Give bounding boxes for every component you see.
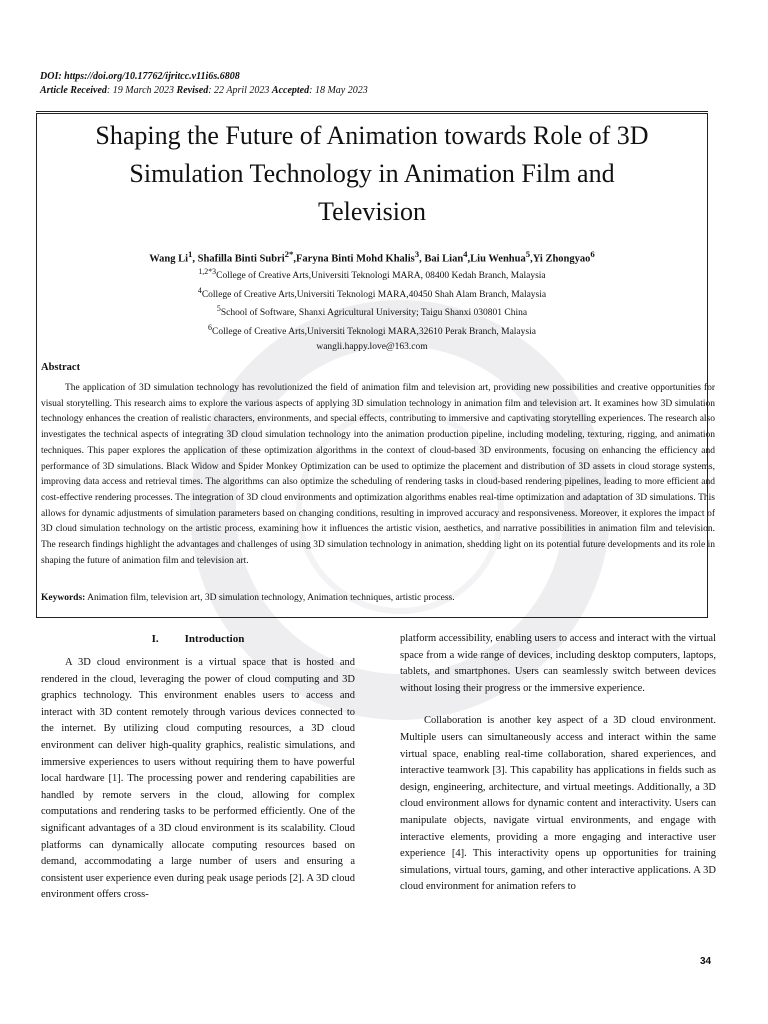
section-title: Introduction (184, 633, 245, 645)
paragraph: A 3D cloud environment is a virtual space that is hosted and rendered in the cloud, leveraging the power of cloud computing and 3D graphics technology. This environment enables users to access and interact with 3D content remotely through various devices connected to the internet. By utilizing cloud computing resources, a 3D cloud environment can deliver high-quality graphics, realistic simulations, and immersive experiences to users without requiring them to have powerful local hardware [1]. The processing power and rendering capabilities are handled by remote servers in the cloud, allowing for complex computations and rendering tasks to be performed efficiently. One of the significant advantages of a 3D cloud environment is its scalability. Cloud platforms can dynamically allocate computing resources based on demand, accommodating a large number of users and ensuring a consistent user experience even during peak usage periods [2]. A 3D cloud environment offers cross- (41, 657, 355, 901)
author-name: Shafilla Binti Subri (197, 253, 285, 265)
keywords-text: Animation film, television art, 3D simulation technology, Animation techniques, artistic process. (85, 593, 455, 603)
section-heading (41, 633, 355, 645)
affiliations (40, 265, 704, 354)
author-name: Wang Li (149, 253, 189, 265)
abstract-heading: Abstract (41, 362, 81, 373)
section-number: I. (151, 633, 159, 645)
author-name: Liu Wenhua (470, 253, 526, 265)
header-rule (36, 111, 708, 112)
paper-title: Shaping the Future of Animation towards Role of 3D Simulation Technology in Animation Film and Television (95, 121, 649, 226)
keywords (41, 593, 715, 603)
abstract-body: The application of 3D simulation technology has revolutionized the field of animation film and television art, providing new possibilities and creative opportunities for visual storytelling. This research aims to explore the various aspects of applying 3D simulation technology in animation film and television art. It examines how 3D simulation technology enhances the creation of realistic characters, environments, and special effects, contributing to immersive and captivating storytelling experiences. The research also investigates the technical aspects of integrating 3D cloud simulation technology into the animation production pipeline, including modeling, texturing, rigging, and animation techniques. This paper explores the application of these optimization algorithms in the context of cloud-based 3D environments, focusing on enhancing the efficiency and performance of 3D simulations. Black Widow and Spider Monkey Optimization can be used to optimize the placement and distribution of 3D assets in cloud storage systems, improving data access and retrieval times. The algorithms can also optimize the scheduling of rendering tasks in cloud-based rendering pipelines, leading to more efficient and cost-effective rendering processes. The integration of 3D cloud environments and optimization algorithms enables real-time optimization and adaptation of 3D simulations. This allows for dynamic adjustments of simulation parameters based on changing conditions, resulting in improved accuracy and responsiveness. Moreover, it explores the impact of 3D cloud simulation technology on the artistic process, examining how it influences the artistic vision, aesthetics, and narrative possibilities in animation film and television. The research findings highlight the advantages and challenges of using 3D simulation technology in animation, shedding light on its potential future developments and its role in shaping the future of animation film and television art. (41, 383, 715, 566)
author-list: Wang Li$^1$, Shafilla Binti Subri$^{2*}$,Faryna Binti Mohd Khalis$^3$, Bai Lian$^4$,Liu Wenhua$^5$,Yi Zhongyao$^6$ (149, 249, 595, 265)
article-meta (40, 70, 368, 98)
right-column (400, 631, 716, 896)
author-name: Faryna Binti Mohd Khalis (296, 253, 415, 265)
author-name: Yi Zhongyao (532, 253, 591, 265)
keywords-label: Keywords: (41, 593, 86, 603)
author-name: Bai Lian (424, 253, 464, 265)
affiliation-line: $^{1,2*3}$College of Creative Arts,Universiti Teknologi MARA, 08400 Kedah Branch, Malaysia (198, 267, 546, 282)
paragraph: Collaboration is another key aspect of a 3D cloud environment. Multiple users can simultaneously access and interact within the same virtual space, enabling real-time collaboration, shared experiences, and interactive teamwork [3]. This capability has applications in fields such as design, engineering, architecture, and virtual meetings. Additionally, a 3D cloud environment allows for dynamic content and interactivity. Users can manipulate objects, navigate virtual environments, and engage with interactive elements, providing a more engaging and interactive user experience [4]. This interactivity opens up opportunities for training simulations, virtual tours, gaming, and other interactive applications. A 3D cloud environment for animation refers to (400, 715, 716, 893)
affiliation-line: $^6$College of Creative Arts,Universiti Teknologi MARA,32610 Perak Branch, Malaysia (208, 322, 536, 338)
paragraph: platform accessibility, enabling users to access and interact with the virtual space from a wide range of devices, including desktop computers, laptops, tablets, and smartphones. Users can seamlessly switch between devices without losing their progress or the immersive experience. (400, 633, 716, 694)
left-column (41, 655, 355, 904)
email-address: wangli.happy.love@163.com (316, 341, 428, 352)
doi-line: DOI: https://doi.org/10.17762/ijritcc.v11i6s.6808 (40, 71, 240, 82)
page-number: 34 (700, 956, 712, 967)
dates-line: Article Received: 19 March 2023 Revised: 22 April 2023 Accepted: 18 May 2023 (40, 85, 368, 96)
affiliation-line: $^4$College of Creative Arts,Universiti Teknologi MARA,40450 Shah Alam Branch, Malaysia (197, 285, 547, 300)
affiliation-line: $^5$School of Software, Shanxi Agricultural University; Taigu Shanxi 030801 China (216, 304, 528, 319)
